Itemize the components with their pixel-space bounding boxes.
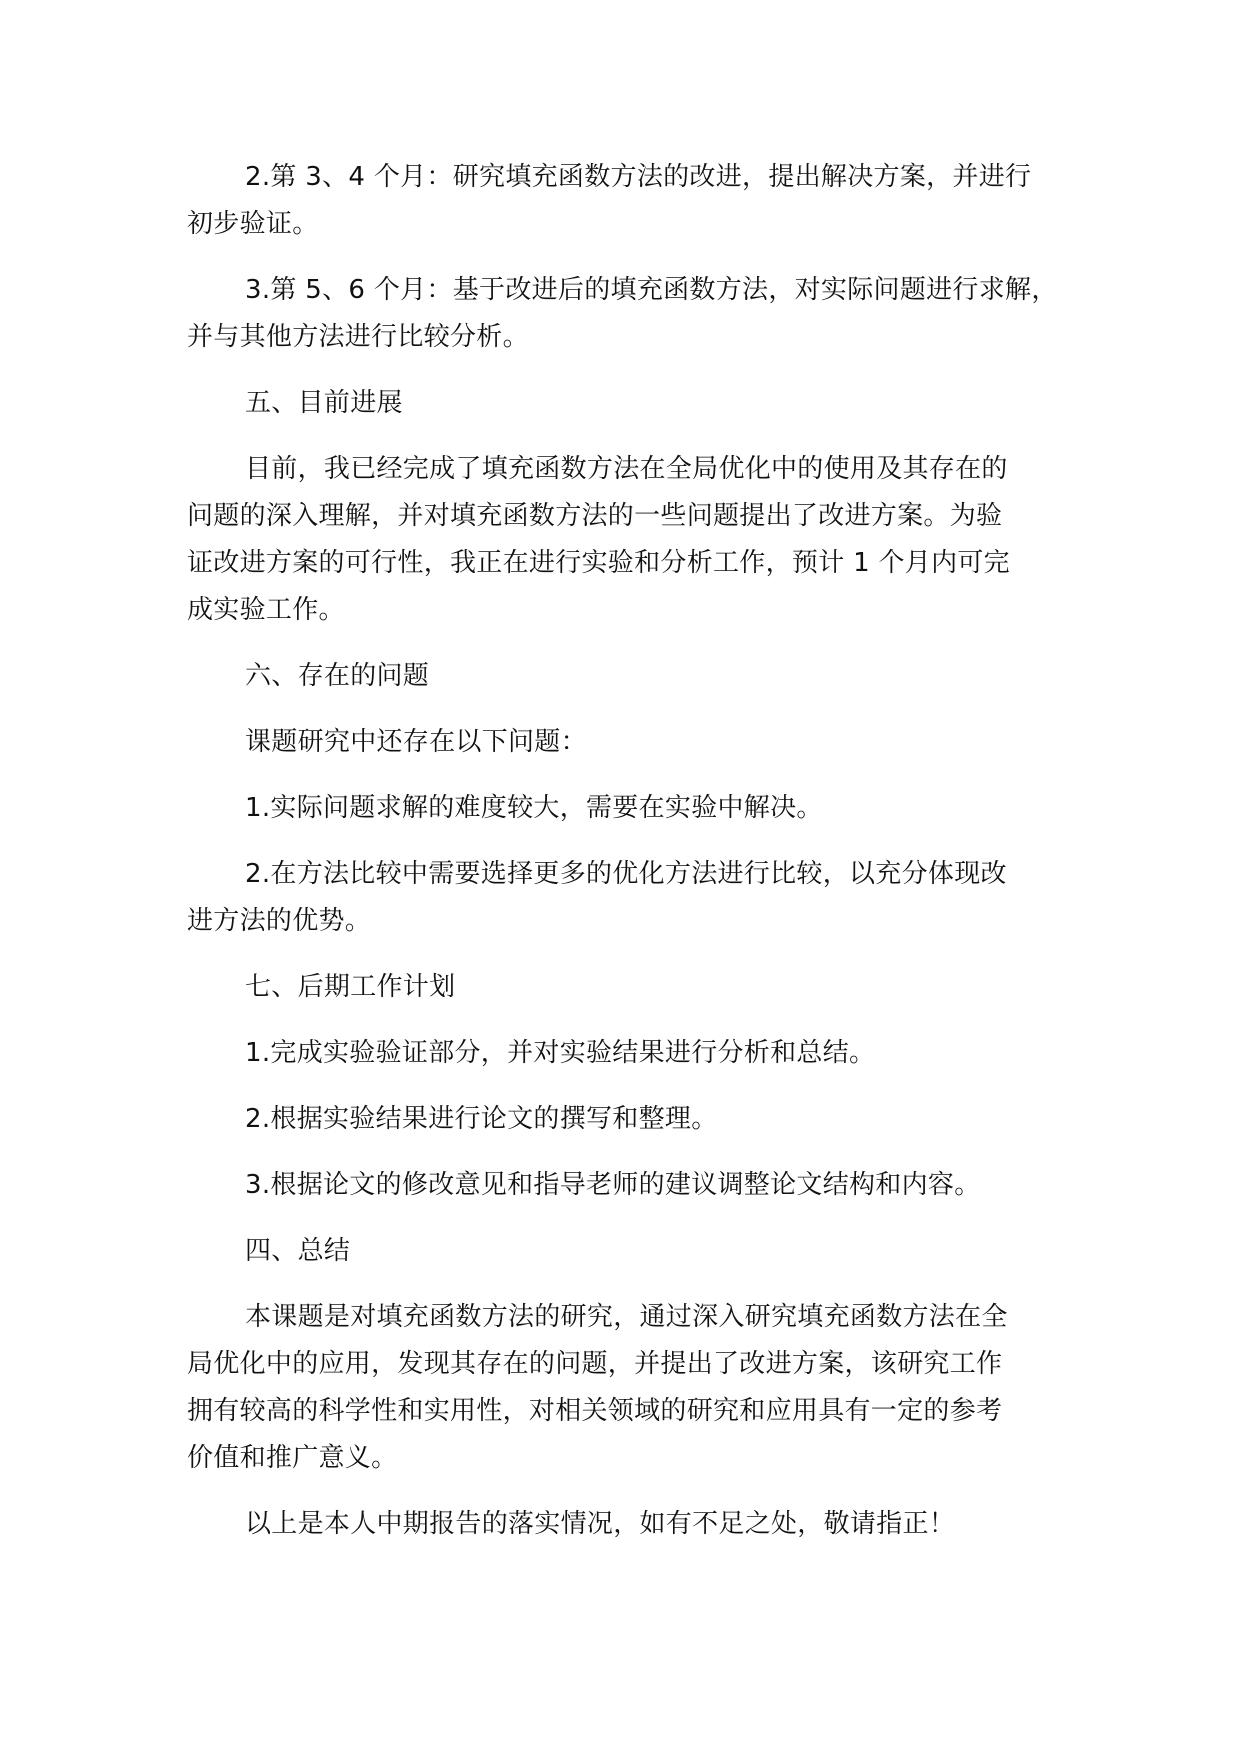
paragraph-plan-2: 2.根据实验结果进行论文的撰写和整理。 — [245, 1104, 718, 1134]
section-heading-summary: 四、总结 — [245, 1236, 351, 1266]
paragraph-plan-1: 1.完成实验验证部分，并对实验结果进行分析和总结。 — [245, 1038, 876, 1068]
paragraph-closing: 以上是本人中期报告的落实情况，如有不足之处，敬请指正！ — [245, 1509, 956, 1539]
paragraph-plan-3: 3.根据论文的修改意见和指导老师的建议调整论文结构和内容。 — [245, 1170, 981, 1200]
paragraph-progress: 目前，我已经完成了填充函数方法在全局优化中的使用及其存在的 问题的深入理解，并对填充函数方法的一些问题提出了改进方案。为验 证改进方案的可行性，我正在进行实验和分析工作，预计 1 个月内可完 成实验工作。 — [187, 454, 1010, 625]
section-heading-problems: 六、存在的问题 — [245, 661, 430, 691]
section-heading-plan: 七、后期工作计划 — [245, 972, 456, 1002]
document-body — [187, 154, 1087, 1567]
paragraph-problems-intro: 课题研究中还存在以下问题： — [245, 727, 587, 757]
paragraph-schedule-months-3-4: 2.第 3、4 个月：研究填充函数方法的改进，提出解决方案，并进行 初步验证。 — [187, 162, 1032, 239]
paragraph-problem-1: 1.实际问题求解的难度较大，需要在实验中解决。 — [245, 793, 823, 823]
paragraph-problem-2: 2.在方法比较中需要选择更多的优化方法进行比较，以充分体现改 进方法的优势。 — [187, 859, 1007, 936]
section-heading-progress: 五、目前进展 — [245, 388, 403, 418]
paragraph-summary: 本课题是对填充函数方法的研究，通过深入研究填充函数方法在全 局优化中的应用，发现其存在的问题，并提出了改进方案，该研究工作 拥有较高的科学性和实用性，对相关领域的研究和应用具有一定的参考 价值和推广意义。 — [187, 1302, 1008, 1473]
paragraph-schedule-months-5-6: 3.第 5、6 个月：基于改进后的填充函数方法，对实际问题进行求解， 并与其他方法进行比较分析。 — [187, 275, 1058, 352]
